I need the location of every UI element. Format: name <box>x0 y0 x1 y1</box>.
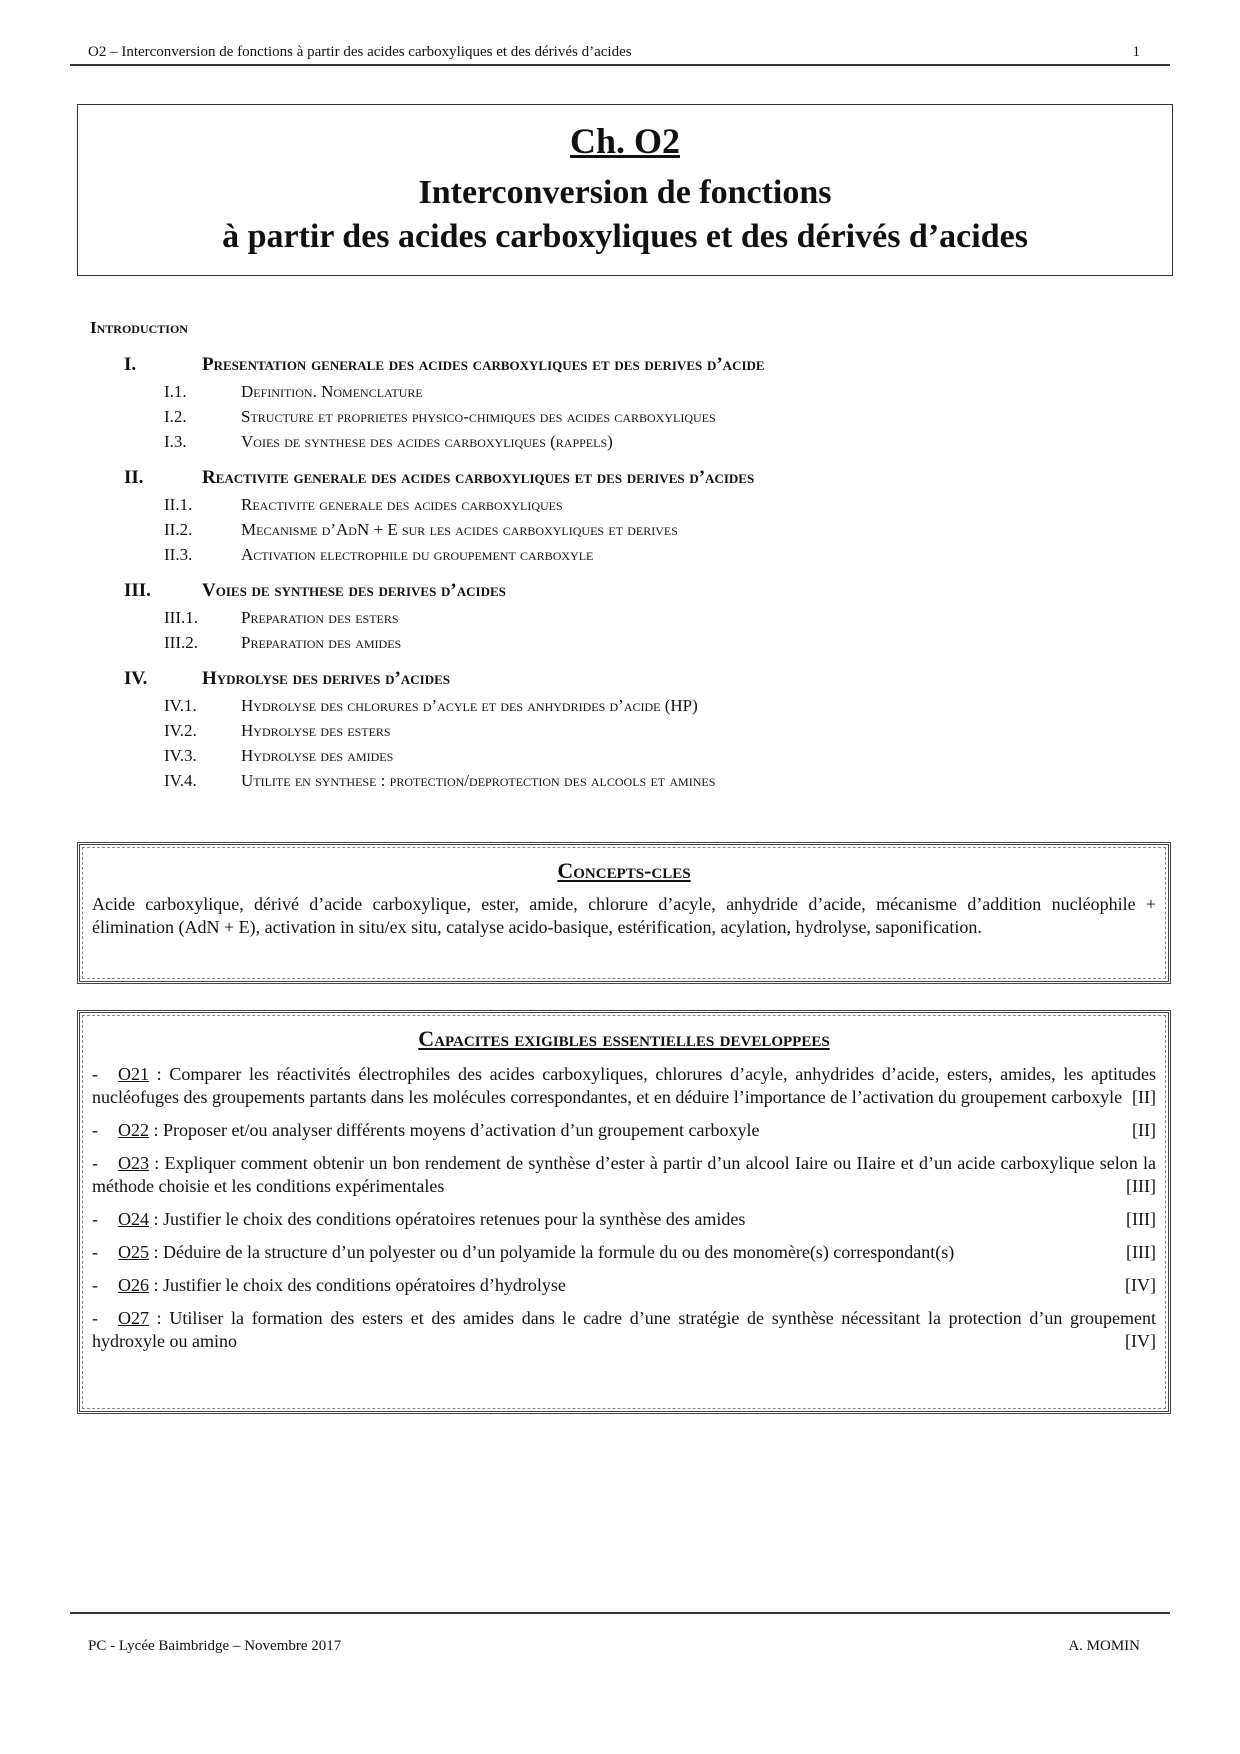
page-footer <box>70 1612 1170 1654</box>
toc-subsection: I.3. Voies de synthese des acides carboxyliques (rappels) <box>164 432 613 451</box>
capacite-item: - O25 : Déduire de la structure d’un polyester ou d’un polyamide la formule du ou des monomère(s) correspondant(s) [III] <box>92 1242 1156 1262</box>
table-of-contents <box>90 318 1170 796</box>
page-number: 1 <box>1132 44 1140 60</box>
toc-subsection: II.1. Reactivite generale des acides carboxyliques <box>164 495 563 514</box>
chapter-title-line1: Interconversion de fonctions <box>418 174 832 211</box>
toc-subsection: I.1. Definition. Nomenclature <box>164 382 423 401</box>
toc-subsection: IV.1. Hydrolyse des chlorures d’acyle et des anhydrides d’acide (HP) <box>164 696 698 715</box>
capacite-level: [III] <box>1126 1209 1156 1229</box>
capacite-level: [II] <box>1132 1087 1156 1107</box>
capacite-item: - O21 : Comparer les réactivités électrophiles des acides carboxyliques, chlorures d’acyle, anhydrides d’acide, esters, amides, les aptitudes nucléofuges des groupements partants dans les molécules correspondantes, et en déduire l’importance de l’activation du groupement carboxyle [II] <box>92 1064 1156 1107</box>
toc-subsection: IV.3. Hydrolyse des amides <box>164 746 394 765</box>
capacite-code: O25 <box>118 1242 149 1262</box>
toc-section: IV. Hydrolyse des derives d’acides <box>124 668 450 689</box>
capacite-item: - O22 : Proposer et/ou analyser différents moyens d’activation d’un groupement carboxyle [II] <box>92 1120 1156 1140</box>
chapter-title-line2: à partir des acides carboxyliques et des dérivés d’acides <box>222 218 1028 255</box>
capacite-code: O22 <box>118 1120 149 1140</box>
toc-introduction: Introduction <box>90 318 188 337</box>
toc-subsection: III.1. Preparation des esters <box>164 608 399 627</box>
capacite-item: - O23 : Expliquer comment obtenir un bon rendement de synthèse d’ester à partir d’un alcool Iaire ou IIaire et d’un acide carboxylique selon la méthode choisie et les conditions expérimentales [III] <box>92 1153 1156 1196</box>
capacite-level: [III] <box>1126 1176 1156 1196</box>
chapter-number: Ch. O2 <box>569 121 681 161</box>
toc-subsection: IV.2. Hydrolyse des esters <box>164 721 391 740</box>
toc-subsection: III.2. Preparation des amides <box>164 633 402 652</box>
header-title: O2 – Interconversion de fonctions à partir des acides carboxyliques et des dérivés d’acides <box>88 44 632 60</box>
toc-subsection: I.2. Structure et proprietes physico-chimiques des acides carboxyliques <box>164 407 716 426</box>
toc-subsection: IV.4. Utilite en synthese : protection/deprotection des alcools et amines <box>164 771 716 790</box>
capacite-code: O21 <box>118 1064 149 1084</box>
capacite-code: O26 <box>118 1275 149 1295</box>
capacite-item: - O26 : Justifier le choix des conditions opératoires d’hydrolyse [IV] <box>92 1275 1156 1295</box>
capacites-title: Capacites exigibles essentielles developpees <box>418 1026 830 1051</box>
capacite-level: [II] <box>1132 1120 1156 1140</box>
concepts-text: Acide carboxylique, dérivé d’acide carboxylique, ester, amide, chlorure d’acyle, anhydride d’acide, mécanisme d’addition nucléophile + élimination (AdN + E), activation in situ/ex situ, catalyse acido-basique, estérification, acylation, hydrolyse, saponification. <box>92 894 1156 937</box>
chapter-title-box <box>77 104 1173 276</box>
capacites-box <box>77 1010 1171 1414</box>
toc-section: III. Voies de synthese des derives d’acides <box>124 580 506 601</box>
footer-author: A. MOMIN <box>1068 1638 1140 1654</box>
capacite-level: [IV] <box>1125 1275 1156 1295</box>
capacite-item: - O24 : Justifier le choix des conditions opératoires retenues pour la synthèse des amides [III] <box>92 1209 1156 1229</box>
concepts-title: Concepts-cles <box>557 858 691 883</box>
capacite-level: [III] <box>1126 1242 1156 1262</box>
toc-section: II. Reactivite generale des acides carboxyliques et des derives d’acides <box>124 467 755 488</box>
page-header <box>70 44 1170 66</box>
toc-subsection: II.2. Mecanisme d’AdN + E sur les acides carboxyliques et derives <box>164 520 678 539</box>
toc-section: I. Presentation generale des acides carboxyliques et des derives d’acide <box>124 354 765 375</box>
footer-school: PC - Lycée Baimbridge – Novembre 2017 <box>88 1638 342 1654</box>
capacite-item: - O27 : Utiliser la formation des esters et des amides dans le cadre d’une stratégie de synthèse nécessitant la protection d’un groupement hydroxyle ou amino [IV] <box>92 1308 1156 1351</box>
capacite-code: O23 <box>118 1153 149 1173</box>
capacite-code: O27 <box>118 1308 149 1328</box>
capacite-code: O24 <box>118 1209 149 1229</box>
toc-subsection: II.3. Activation electrophile du groupement carboxyle <box>164 545 594 564</box>
capacite-level: [IV] <box>1125 1331 1156 1351</box>
concepts-box <box>77 842 1171 984</box>
